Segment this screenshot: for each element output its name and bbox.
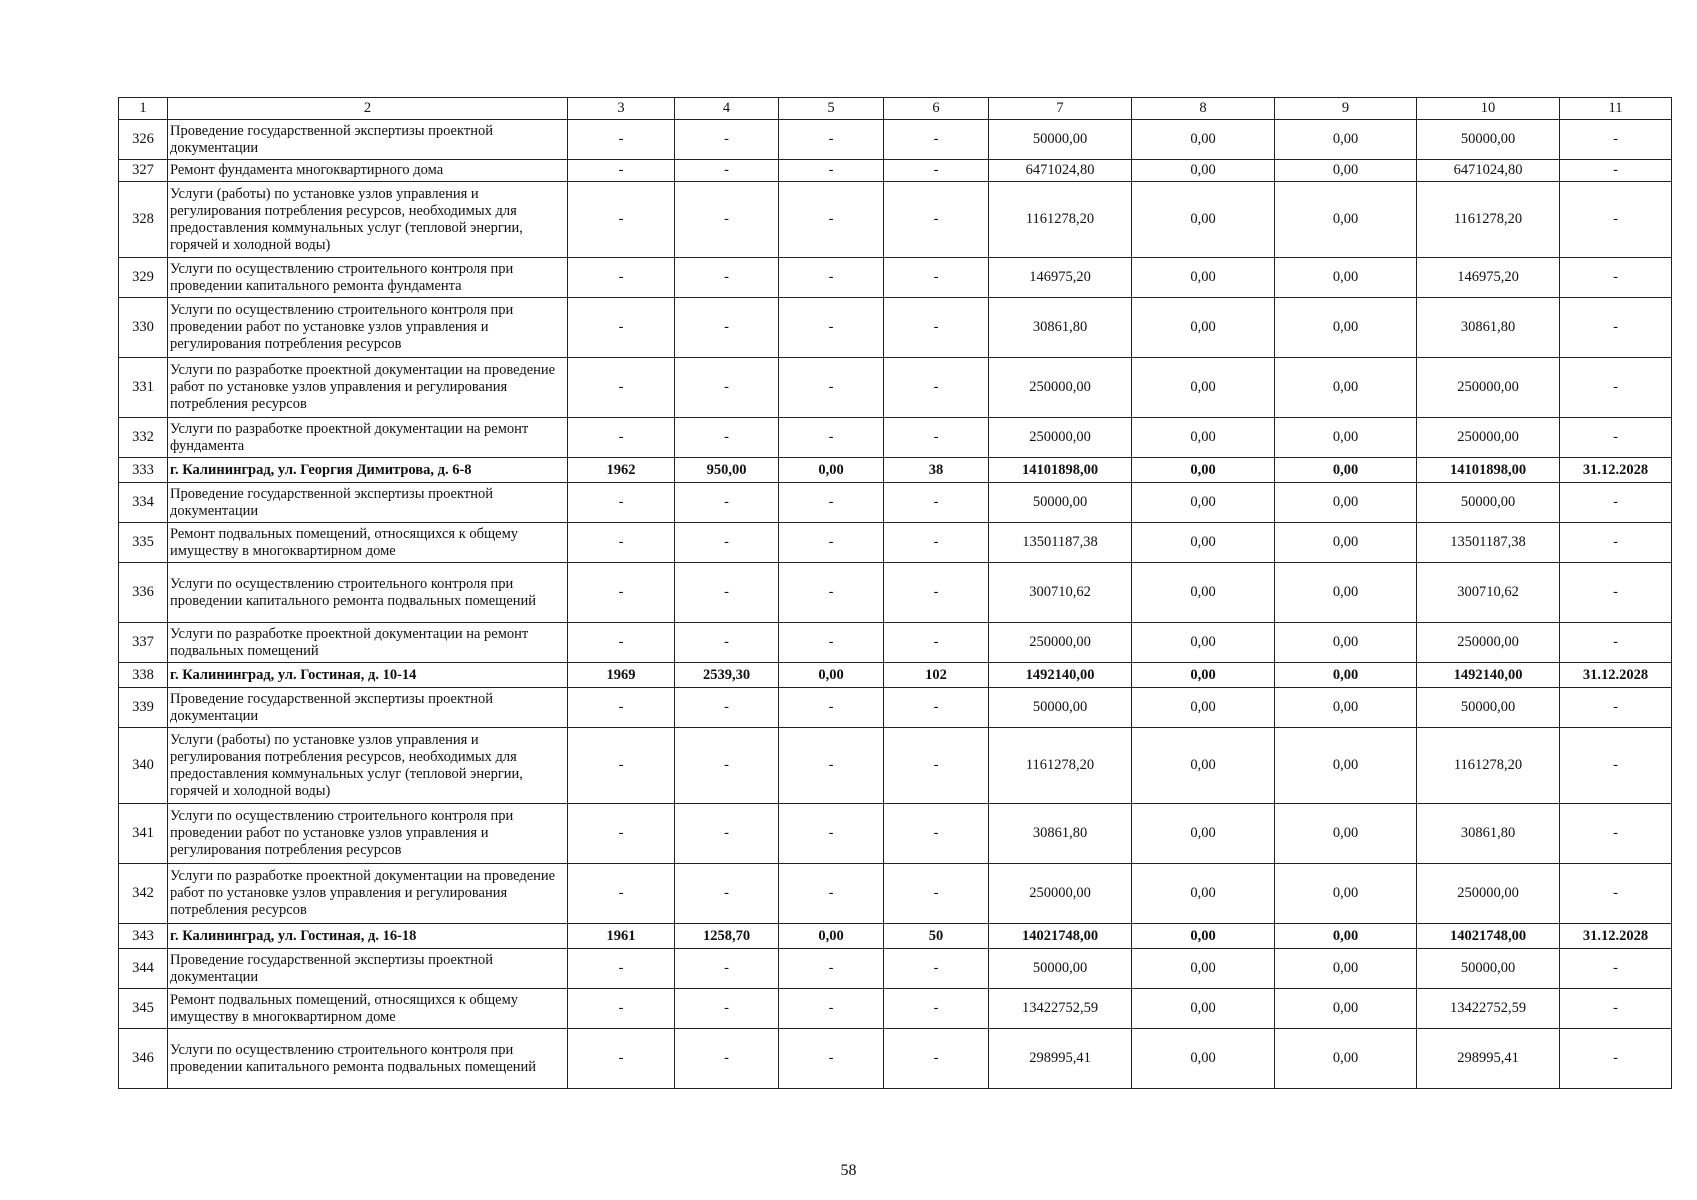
completion-date-cell: - (1560, 120, 1672, 160)
residents-cell: - (884, 258, 989, 298)
cost-owners-cell: 250000,00 (1417, 358, 1560, 418)
completion-date-cell: - (1560, 160, 1672, 182)
table-row (119, 483, 1672, 523)
residents-cell: - (884, 182, 989, 258)
cost-fund-cell: 0,00 (1132, 160, 1275, 182)
cost-fund-cell: 0,00 (1132, 458, 1275, 483)
living-area-cell: 0,00 (779, 924, 884, 949)
living-area-cell: 0,00 (779, 663, 884, 688)
year-built-cell: - (568, 949, 675, 989)
cost-fund-cell: 0,00 (1132, 949, 1275, 989)
cost-owners-cell: 50000,00 (1417, 483, 1560, 523)
total-cost-cell: 14021748,00 (989, 924, 1132, 949)
page-number: 58 (840, 1162, 857, 1179)
completion-date-cell: - (1560, 182, 1672, 258)
cost-budget-cell: 0,00 (1275, 989, 1417, 1029)
cost-budget-cell: 0,00 (1275, 864, 1417, 924)
residents-cell: - (884, 623, 989, 663)
completion-date-cell: - (1560, 804, 1672, 864)
year-built-cell: - (568, 728, 675, 804)
cost-owners-cell: 298995,41 (1417, 1029, 1560, 1089)
row-number-cell: 334 (119, 483, 168, 523)
total-cost-cell: 6471024,80 (989, 160, 1132, 182)
completion-date-cell: - (1560, 949, 1672, 989)
total-area-cell: - (675, 688, 779, 728)
living-area-cell: - (779, 258, 884, 298)
table-row (119, 804, 1672, 864)
description-cell: Услуги по разработке проектной документации на проведение работ по установке узлов управления и регулирования потребления ресурсов (168, 864, 568, 924)
total-area-cell: - (675, 623, 779, 663)
year-built-cell: - (568, 120, 675, 160)
cost-budget-cell: 0,00 (1275, 623, 1417, 663)
living-area-cell: - (779, 688, 884, 728)
residents-cell: - (884, 804, 989, 864)
cost-fund-cell: 0,00 (1132, 864, 1275, 924)
description-cell: Ремонт подвальных помещений, относящихся к общему имуществу в многоквартирном доме (168, 989, 568, 1029)
living-area-cell: - (779, 182, 884, 258)
row-number-cell: 338 (119, 663, 168, 688)
cost-owners-cell: 1161278,20 (1417, 728, 1560, 804)
cost-fund-cell: 0,00 (1132, 258, 1275, 298)
header-cell: 2 (168, 98, 568, 120)
completion-date-cell: - (1560, 728, 1672, 804)
cost-budget-cell: 0,00 (1275, 458, 1417, 483)
completion-date-cell: 31.12.2028 (1560, 924, 1672, 949)
row-number-cell: 331 (119, 358, 168, 418)
cost-fund-cell: 0,00 (1132, 663, 1275, 688)
total-area-cell: 2539,30 (675, 663, 779, 688)
description-cell: Услуги по осуществлению строительного контроля при проведении капитального ремонта подвальных помещений (168, 1029, 568, 1089)
row-number-cell: 345 (119, 989, 168, 1029)
residents-cell: - (884, 358, 989, 418)
cost-fund-cell: 0,00 (1132, 623, 1275, 663)
row-number-cell: 344 (119, 949, 168, 989)
table-row (119, 623, 1672, 663)
cost-owners-cell: 50000,00 (1417, 120, 1560, 160)
total-area-cell: - (675, 483, 779, 523)
residents-cell: - (884, 1029, 989, 1089)
table-row (119, 358, 1672, 418)
cost-fund-cell: 0,00 (1132, 804, 1275, 864)
row-number-cell: 330 (119, 298, 168, 358)
total-area-cell: - (675, 949, 779, 989)
total-area-cell: 950,00 (675, 458, 779, 483)
completion-date-cell: - (1560, 989, 1672, 1029)
residents-cell: - (884, 523, 989, 563)
total-cost-cell: 1492140,00 (989, 663, 1132, 688)
row-number-cell: 346 (119, 1029, 168, 1089)
cost-fund-cell: 0,00 (1132, 182, 1275, 258)
completion-date-cell: - (1560, 1029, 1672, 1089)
header-cell: 5 (779, 98, 884, 120)
living-area-cell: 0,00 (779, 458, 884, 483)
living-area-cell: - (779, 989, 884, 1029)
total-cost-cell: 13501187,38 (989, 523, 1132, 563)
residents-cell: - (884, 864, 989, 924)
year-built-cell: - (568, 563, 675, 623)
cost-budget-cell: 0,00 (1275, 258, 1417, 298)
residents-cell: - (884, 483, 989, 523)
living-area-cell: - (779, 1029, 884, 1089)
description-cell: Услуги по разработке проектной документации на проведение работ по установке узлов управления и регулирования потребления ресурсов (168, 358, 568, 418)
cost-budget-cell: 0,00 (1275, 358, 1417, 418)
header-cell: 1 (119, 98, 168, 120)
cost-fund-cell: 0,00 (1132, 358, 1275, 418)
cost-budget-cell: 0,00 (1275, 804, 1417, 864)
total-cost-cell: 50000,00 (989, 949, 1132, 989)
completion-date-cell: - (1560, 623, 1672, 663)
total-area-cell: - (675, 989, 779, 1029)
cost-owners-cell: 13422752,59 (1417, 989, 1560, 1029)
description-cell: Проведение государственной экспертизы проектной документации (168, 120, 568, 160)
address-row (119, 458, 1672, 483)
row-number-cell: 333 (119, 458, 168, 483)
table-row (119, 182, 1672, 258)
residents-cell: - (884, 418, 989, 458)
residents-cell: - (884, 120, 989, 160)
residents-cell: - (884, 298, 989, 358)
description-cell: Услуги по осуществлению строительного контроля при проведении капитального ремонта фундамента (168, 258, 568, 298)
completion-date-cell: - (1560, 523, 1672, 563)
total-cost-cell: 300710,62 (989, 563, 1132, 623)
cost-fund-cell: 0,00 (1132, 120, 1275, 160)
table-row (119, 949, 1672, 989)
table-row (119, 160, 1672, 182)
cost-fund-cell: 0,00 (1132, 563, 1275, 623)
year-built-cell: - (568, 160, 675, 182)
description-cell: Ремонт подвальных помещений, относящихся к общему имуществу в многоквартирном доме (168, 523, 568, 563)
living-area-cell: - (779, 298, 884, 358)
total-cost-cell: 146975,20 (989, 258, 1132, 298)
completion-date-cell: - (1560, 418, 1672, 458)
cost-owners-cell: 1161278,20 (1417, 182, 1560, 258)
description-cell: Услуги по осуществлению строительного контроля при проведении работ по установке узлов управления и регулирования потребления ресурсов (168, 298, 568, 358)
cost-owners-cell: 14021748,00 (1417, 924, 1560, 949)
total-cost-cell: 14101898,00 (989, 458, 1132, 483)
total-area-cell: - (675, 358, 779, 418)
cost-fund-cell: 0,00 (1132, 418, 1275, 458)
year-built-cell: - (568, 1029, 675, 1089)
year-built-cell: - (568, 864, 675, 924)
cost-owners-cell: 250000,00 (1417, 864, 1560, 924)
cost-fund-cell: 0,00 (1132, 728, 1275, 804)
description-cell: Проведение государственной экспертизы проектной документации (168, 688, 568, 728)
total-cost-cell: 50000,00 (989, 120, 1132, 160)
total-area-cell: - (675, 1029, 779, 1089)
year-built-cell: - (568, 358, 675, 418)
row-number-cell: 336 (119, 563, 168, 623)
row-number-cell: 329 (119, 258, 168, 298)
cost-budget-cell: 0,00 (1275, 663, 1417, 688)
table-row (119, 864, 1672, 924)
header-cell: 4 (675, 98, 779, 120)
cost-budget-cell: 0,00 (1275, 160, 1417, 182)
header-cell: 11 (1560, 98, 1672, 120)
description-cell: г. Калининград, ул. Георгия Димитрова, д. 6-8 (168, 458, 568, 483)
row-number-cell: 328 (119, 182, 168, 258)
completion-date-cell: - (1560, 864, 1672, 924)
living-area-cell: - (779, 418, 884, 458)
living-area-cell: - (779, 728, 884, 804)
description-cell: Проведение государственной экспертизы проектной документации (168, 483, 568, 523)
cost-fund-cell: 0,00 (1132, 483, 1275, 523)
header-cell: 10 (1417, 98, 1560, 120)
year-built-cell: 1962 (568, 458, 675, 483)
year-built-cell: - (568, 182, 675, 258)
living-area-cell: - (779, 949, 884, 989)
cost-owners-cell: 250000,00 (1417, 623, 1560, 663)
completion-date-cell: 31.12.2028 (1560, 458, 1672, 483)
cost-budget-cell: 0,00 (1275, 688, 1417, 728)
cost-owners-cell: 250000,00 (1417, 418, 1560, 458)
description-cell: Услуги по осуществлению строительного контроля при проведении работ по установке узлов управления и регулирования потребления ресурсов (168, 804, 568, 864)
header-cell: 8 (1132, 98, 1275, 120)
cost-fund-cell: 0,00 (1132, 298, 1275, 358)
cost-budget-cell: 0,00 (1275, 523, 1417, 563)
residents-cell: - (884, 949, 989, 989)
year-built-cell: - (568, 989, 675, 1029)
cost-budget-cell: 0,00 (1275, 728, 1417, 804)
cost-budget-cell: 0,00 (1275, 120, 1417, 160)
completion-date-cell: - (1560, 483, 1672, 523)
total-cost-cell: 50000,00 (989, 688, 1132, 728)
total-cost-cell: 30861,80 (989, 298, 1132, 358)
description-cell: г. Калининград, ул. Гостиная, д. 16-18 (168, 924, 568, 949)
row-number-cell: 343 (119, 924, 168, 949)
table-row (119, 120, 1672, 160)
year-built-cell: - (568, 523, 675, 563)
cost-owners-cell: 30861,80 (1417, 298, 1560, 358)
completion-date-cell: - (1560, 358, 1672, 418)
living-area-cell: - (779, 483, 884, 523)
cost-budget-cell: 0,00 (1275, 924, 1417, 949)
cost-owners-cell: 300710,62 (1417, 563, 1560, 623)
living-area-cell: - (779, 120, 884, 160)
total-cost-cell: 250000,00 (989, 864, 1132, 924)
cost-budget-cell: 0,00 (1275, 1029, 1417, 1089)
total-cost-cell: 250000,00 (989, 418, 1132, 458)
total-area-cell: - (675, 298, 779, 358)
year-built-cell: - (568, 258, 675, 298)
row-number-cell: 340 (119, 728, 168, 804)
total-area-cell: - (675, 563, 779, 623)
completion-date-cell: - (1560, 563, 1672, 623)
table-row (119, 298, 1672, 358)
cost-budget-cell: 0,00 (1275, 949, 1417, 989)
residents-cell: - (884, 728, 989, 804)
address-row (119, 663, 1672, 688)
header-cell: 3 (568, 98, 675, 120)
description-cell: Услуги по осуществлению строительного контроля при проведении капитального ремонта подвальных помещений (168, 563, 568, 623)
table-row (119, 989, 1672, 1029)
description-cell: Услуги по разработке проектной документации на ремонт подвальных помещений (168, 623, 568, 663)
description-cell: г. Калининград, ул. Гостиная, д. 10-14 (168, 663, 568, 688)
row-number-cell: 342 (119, 864, 168, 924)
cost-owners-cell: 30861,80 (1417, 804, 1560, 864)
total-cost-cell: 50000,00 (989, 483, 1132, 523)
total-area-cell: - (675, 258, 779, 298)
total-area-cell: 1258,70 (675, 924, 779, 949)
cost-owners-cell: 14101898,00 (1417, 458, 1560, 483)
total-cost-cell: 298995,41 (989, 1029, 1132, 1089)
living-area-cell: - (779, 864, 884, 924)
year-built-cell: - (568, 298, 675, 358)
cost-owners-cell: 13501187,38 (1417, 523, 1560, 563)
total-area-cell: - (675, 728, 779, 804)
total-cost-cell: 30861,80 (989, 804, 1132, 864)
cost-fund-cell: 0,00 (1132, 1029, 1275, 1089)
table-row (119, 523, 1672, 563)
residents-cell: - (884, 688, 989, 728)
living-area-cell: - (779, 804, 884, 864)
cost-fund-cell: 0,00 (1132, 924, 1275, 949)
description-cell: Услуги по разработке проектной документации на ремонт фундамента (168, 418, 568, 458)
cost-budget-cell: 0,00 (1275, 418, 1417, 458)
total-area-cell: - (675, 804, 779, 864)
cost-owners-cell: 1492140,00 (1417, 663, 1560, 688)
year-built-cell: - (568, 483, 675, 523)
description-cell: Услуги (работы) по установке узлов управления и регулирования потребления ресурсов, необходимых для предоставления коммунальных услуг (тепловой энергии, горячей и холодной воды) (168, 182, 568, 258)
row-number-cell: 341 (119, 804, 168, 864)
cost-owners-cell: 50000,00 (1417, 688, 1560, 728)
cost-owners-cell: 50000,00 (1417, 949, 1560, 989)
total-area-cell: - (675, 160, 779, 182)
living-area-cell: - (779, 523, 884, 563)
cost-owners-cell: 146975,20 (1417, 258, 1560, 298)
total-area-cell: - (675, 523, 779, 563)
table-row (119, 563, 1672, 623)
cost-budget-cell: 0,00 (1275, 298, 1417, 358)
residents-cell: 38 (884, 458, 989, 483)
table-body (119, 120, 1672, 1089)
cost-fund-cell: 0,00 (1132, 523, 1275, 563)
row-number-cell: 337 (119, 623, 168, 663)
year-built-cell: - (568, 804, 675, 864)
year-built-cell: 1969 (568, 663, 675, 688)
living-area-cell: - (779, 358, 884, 418)
year-built-cell: - (568, 623, 675, 663)
total-area-cell: - (675, 182, 779, 258)
address-row (119, 924, 1672, 949)
cost-budget-cell: 0,00 (1275, 182, 1417, 258)
residents-cell: - (884, 563, 989, 623)
completion-date-cell: - (1560, 688, 1672, 728)
row-number-cell: 339 (119, 688, 168, 728)
description-cell: Услуги (работы) по установке узлов управления и регулирования потребления ресурсов, необходимых для предоставления коммунальных услуг (тепловой энергии, горячей и холодной воды) (168, 728, 568, 804)
cost-fund-cell: 0,00 (1132, 688, 1275, 728)
completion-date-cell: 31.12.2028 (1560, 663, 1672, 688)
living-area-cell: - (779, 563, 884, 623)
total-cost-cell: 1161278,20 (989, 182, 1132, 258)
document-sheet (118, 97, 1671, 1089)
total-cost-cell: 250000,00 (989, 358, 1132, 418)
total-cost-cell: 250000,00 (989, 623, 1132, 663)
living-area-cell: - (779, 623, 884, 663)
row-number-cell: 332 (119, 418, 168, 458)
row-number-cell: 327 (119, 160, 168, 182)
total-cost-cell: 13422752,59 (989, 989, 1132, 1029)
capital-repair-table (118, 97, 1672, 1089)
table-row (119, 728, 1672, 804)
living-area-cell: - (779, 160, 884, 182)
residents-cell: 50 (884, 924, 989, 949)
table-row (119, 418, 1672, 458)
year-built-cell: - (568, 688, 675, 728)
completion-date-cell: - (1560, 298, 1672, 358)
total-area-cell: - (675, 418, 779, 458)
residents-cell: - (884, 989, 989, 1029)
cost-budget-cell: 0,00 (1275, 563, 1417, 623)
row-number-cell: 326 (119, 120, 168, 160)
cost-owners-cell: 6471024,80 (1417, 160, 1560, 182)
total-cost-cell: 1161278,20 (989, 728, 1132, 804)
table-row (119, 688, 1672, 728)
completion-date-cell: - (1560, 258, 1672, 298)
row-number-cell: 335 (119, 523, 168, 563)
description-cell: Проведение государственной экспертизы проектной документации (168, 949, 568, 989)
residents-cell: - (884, 160, 989, 182)
header-cell: 7 (989, 98, 1132, 120)
year-built-cell: - (568, 418, 675, 458)
table-row (119, 258, 1672, 298)
header-cell: 9 (1275, 98, 1417, 120)
year-built-cell: 1961 (568, 924, 675, 949)
cost-fund-cell: 0,00 (1132, 989, 1275, 1029)
total-area-cell: - (675, 120, 779, 160)
header-cell: 6 (884, 98, 989, 120)
total-area-cell: - (675, 864, 779, 924)
cost-budget-cell: 0,00 (1275, 483, 1417, 523)
residents-cell: 102 (884, 663, 989, 688)
header-row (119, 98, 1672, 120)
description-cell: Ремонт фундамента многоквартирного дома (168, 160, 568, 182)
table-row (119, 1029, 1672, 1089)
